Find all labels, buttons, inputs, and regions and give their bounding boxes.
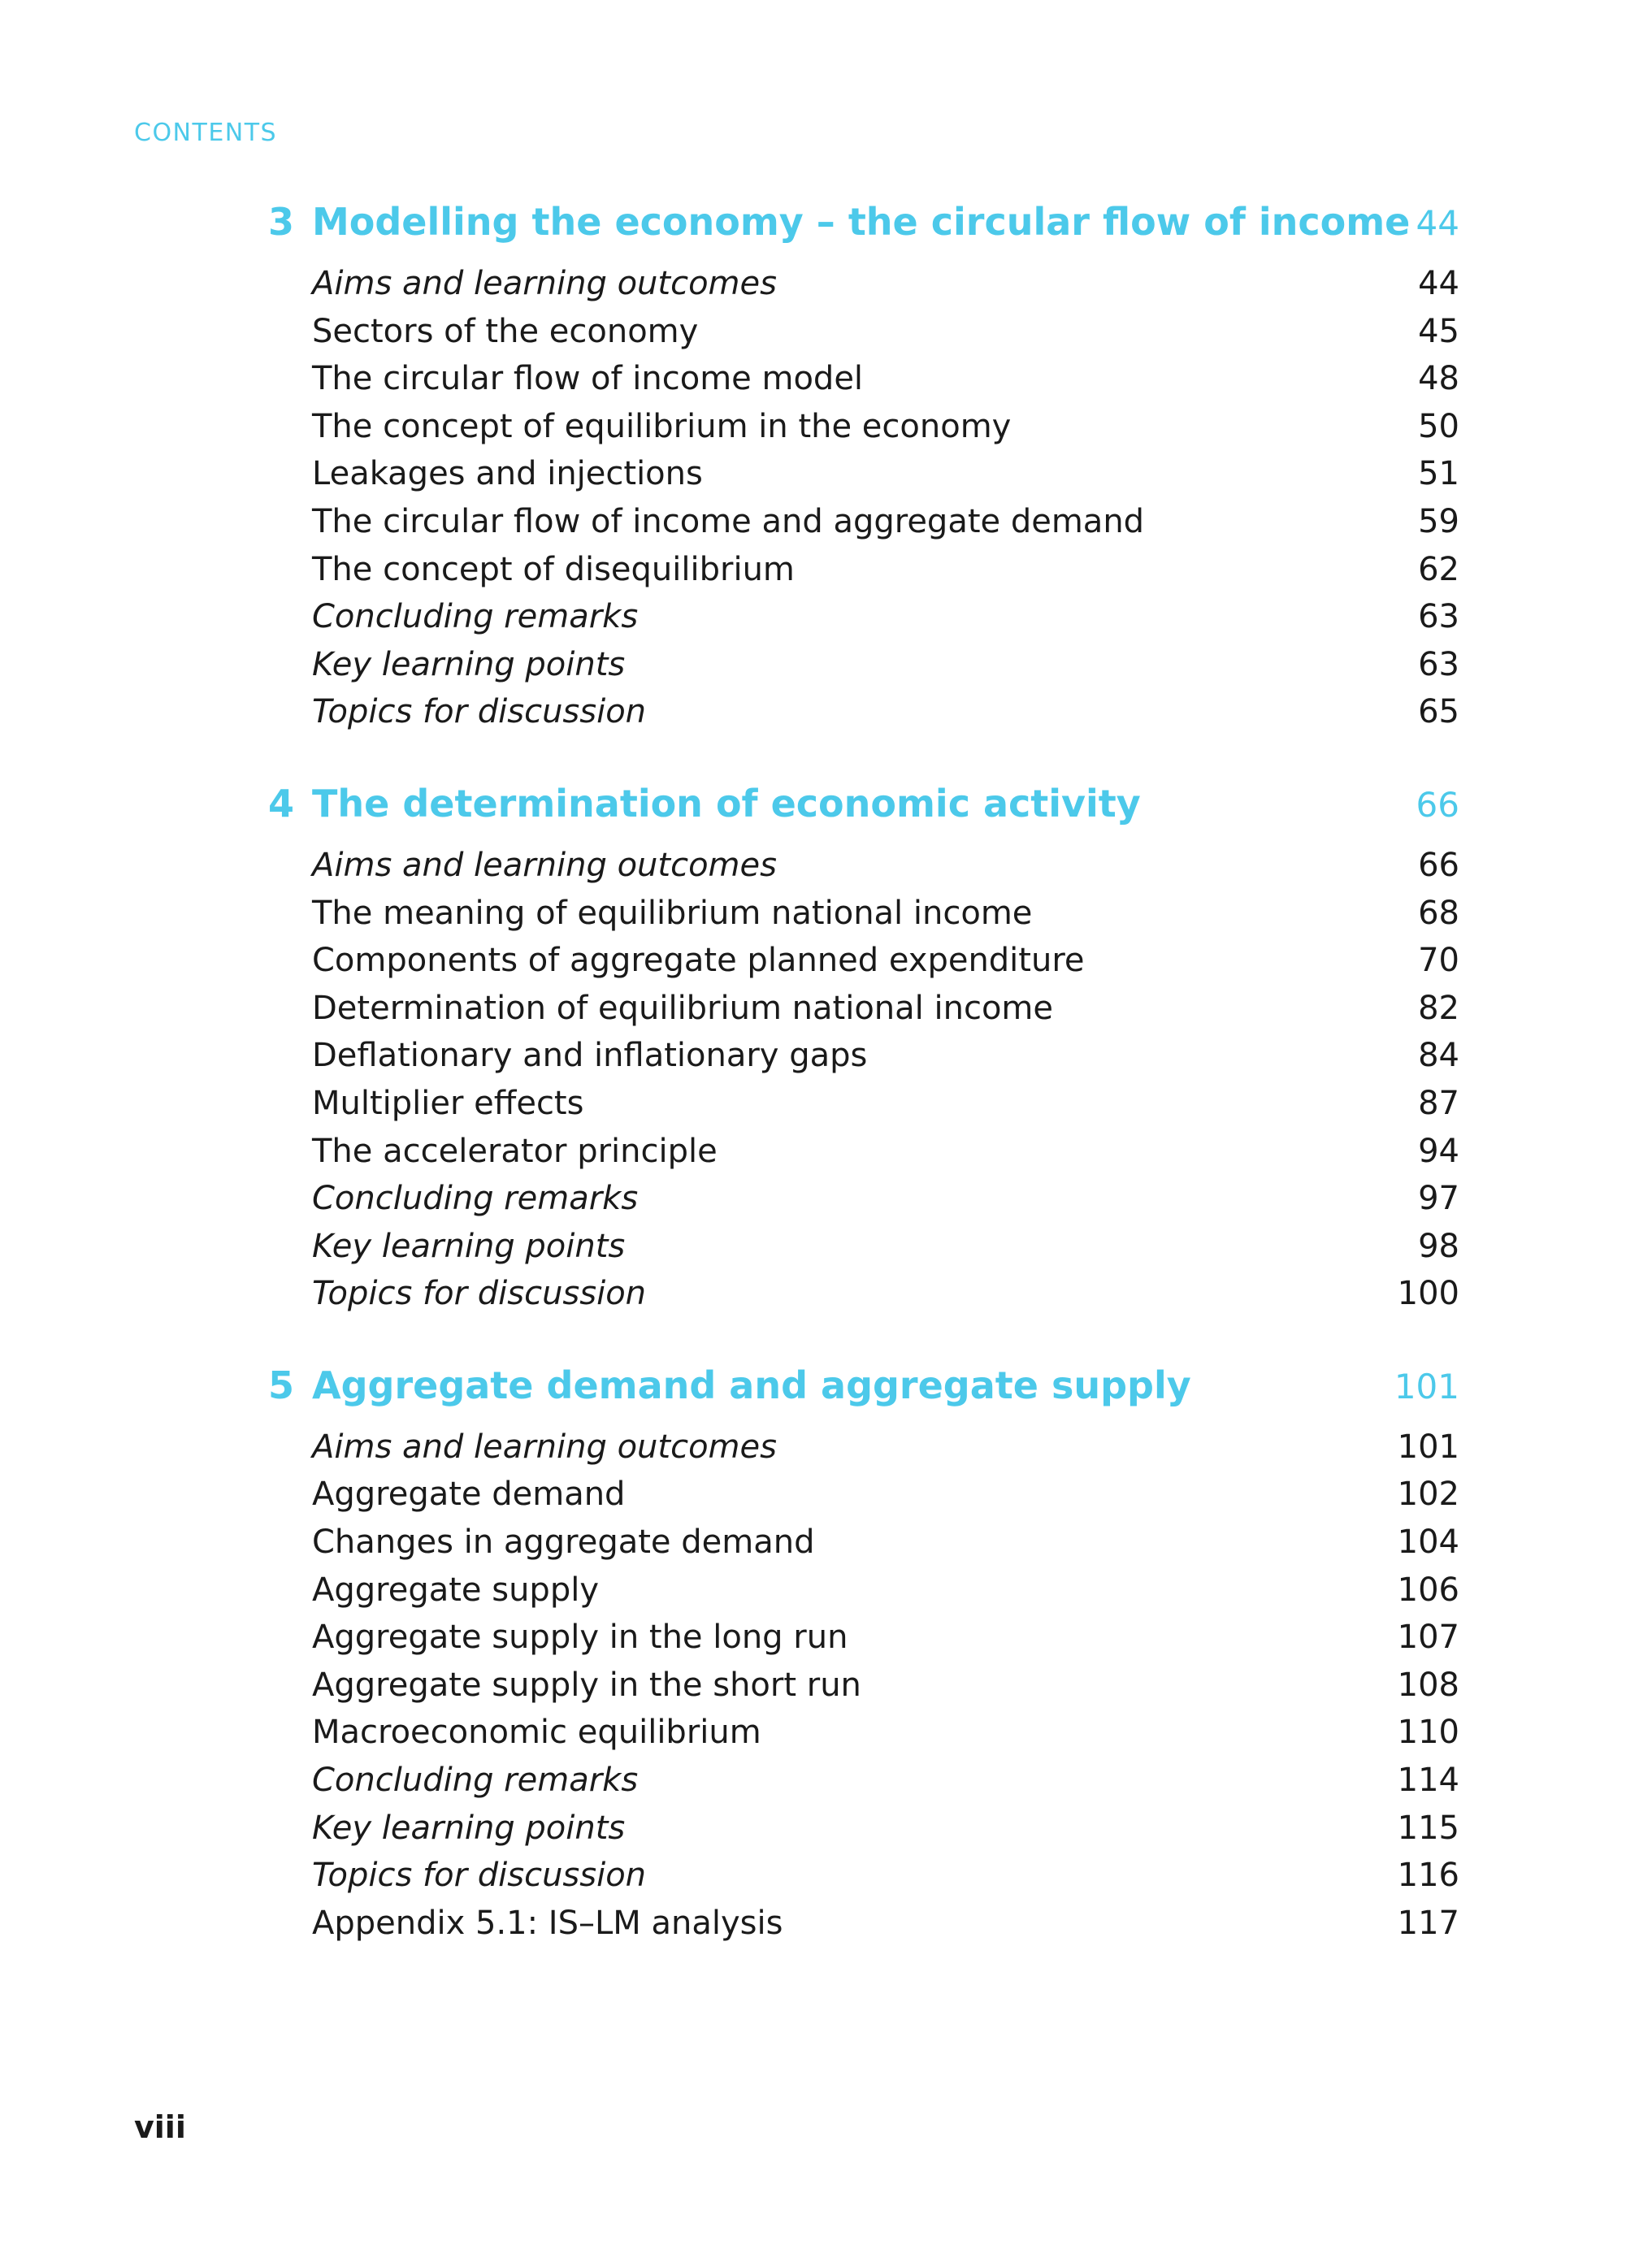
entry-label: Topics for discussion: [312, 1275, 647, 1313]
entry-label: Key learning points: [312, 1809, 626, 1847]
entry-label: Key learning points: [312, 1227, 626, 1265]
toc-entry[interactable]: [268, 260, 1459, 308]
chapter-page-number: 101: [1394, 1366, 1459, 1406]
entry-page-number: 116: [1397, 1857, 1459, 1895]
entry-label: Concluding remarks: [312, 1180, 639, 1218]
entry-label: Aims and learning outcomes: [312, 265, 777, 302]
entry-page-number: 110: [1397, 1714, 1459, 1752]
toc-entry[interactable]: [268, 842, 1459, 890]
toc-entry[interactable]: [268, 355, 1459, 403]
chapter-title: Aggregate demand and aggregate supply: [312, 1363, 1191, 1407]
entry-page-number: 84: [1418, 1037, 1459, 1075]
entry-page-number: 63: [1418, 645, 1459, 683]
entry-label: The circular flow of income and aggregate demand: [312, 502, 1145, 540]
toc-entry[interactable]: [268, 546, 1459, 594]
toc-entry[interactable]: [268, 985, 1459, 1033]
entry-label: Sectors of the economy: [312, 312, 699, 350]
entry-page-number: 68: [1418, 894, 1459, 932]
entry-page-number: 107: [1397, 1619, 1459, 1657]
toc-entry[interactable]: [268, 641, 1459, 689]
toc-entry[interactable]: [268, 1032, 1459, 1080]
chapter-number: 4: [268, 781, 295, 826]
entry-label: Aggregate supply: [312, 1571, 599, 1609]
entry-label: Aims and learning outcomes: [312, 1428, 777, 1466]
entry-page-number: 65: [1418, 693, 1459, 731]
toc-entry[interactable]: [268, 1614, 1459, 1662]
toc-entry[interactable]: [268, 403, 1459, 451]
toc-entry[interactable]: [268, 1471, 1459, 1519]
entry-label: Concluding remarks: [312, 1762, 639, 1800]
table-of-contents: [268, 193, 1459, 1986]
chapter-page-number: 44: [1416, 203, 1459, 243]
entry-label: The meaning of equilibrium national income: [312, 894, 1033, 932]
entry-page-number: 108: [1397, 1666, 1459, 1704]
entry-label: Determination of equilibrium national income: [312, 989, 1053, 1027]
toc-entry[interactable]: [268, 937, 1459, 985]
entry-label: The circular flow of income model: [312, 360, 864, 398]
toc-entry[interactable]: [268, 1424, 1459, 1471]
entry-label: The concept of equilibrium in the economy: [312, 407, 1012, 445]
toc-entry[interactable]: [268, 688, 1459, 736]
toc-entry[interactable]: [268, 890, 1459, 938]
entry-page-number: 44: [1418, 265, 1459, 302]
toc-entry[interactable]: [268, 1805, 1459, 1853]
entry-label: Aggregate supply in the short run: [312, 1666, 861, 1704]
toc-entry[interactable]: [268, 450, 1459, 498]
entry-label: Components of aggregate planned expenditure: [312, 942, 1085, 980]
entry-page-number: 115: [1397, 1809, 1459, 1847]
entry-page-number: 51: [1418, 455, 1459, 493]
chapter-heading[interactable]: [268, 1357, 1459, 1415]
chapter-heading[interactable]: [268, 775, 1459, 834]
entry-label: Key learning points: [312, 645, 626, 683]
entry-page-number: 102: [1397, 1476, 1459, 1514]
entry-page-number: 87: [1418, 1084, 1459, 1122]
toc-entry[interactable]: [268, 498, 1459, 546]
chapter-number: 3: [268, 200, 295, 244]
entry-page-number: 100: [1397, 1275, 1459, 1313]
entry-label: Aggregate supply in the long run: [312, 1619, 848, 1657]
running-head: CONTENTS: [134, 119, 278, 147]
toc-entry[interactable]: [268, 1175, 1459, 1223]
entry-page-number: 62: [1418, 550, 1459, 588]
toc-entry[interactable]: [268, 1270, 1459, 1318]
toc-entry[interactable]: [268, 1080, 1459, 1128]
toc-entry[interactable]: [268, 1223, 1459, 1271]
chapter-5: [268, 1357, 1459, 1948]
entry-label: Appendix 5.1: IS–LM analysis: [312, 1904, 783, 1942]
entry-page-number: 98: [1418, 1227, 1459, 1265]
entry-page-number: 117: [1397, 1904, 1459, 1942]
toc-entry[interactable]: [268, 1662, 1459, 1710]
entry-page-number: 97: [1418, 1180, 1459, 1218]
entry-label: Topics for discussion: [312, 1857, 647, 1895]
entry-page-number: 104: [1397, 1523, 1459, 1562]
chapter-heading[interactable]: [268, 193, 1459, 252]
toc-entry[interactable]: [268, 1757, 1459, 1805]
toc-entry[interactable]: [268, 1900, 1459, 1948]
toc-entry[interactable]: [268, 1567, 1459, 1614]
entry-label: Concluding remarks: [312, 598, 639, 636]
toc-entry[interactable]: [268, 1519, 1459, 1567]
entry-page-number: 59: [1418, 502, 1459, 540]
toc-entry[interactable]: [268, 1709, 1459, 1757]
toc-entry[interactable]: [268, 1128, 1459, 1176]
entry-page-number: 114: [1397, 1762, 1459, 1800]
entry-label: Topics for discussion: [312, 693, 647, 731]
entry-page-number: 94: [1418, 1132, 1459, 1170]
toc-entry[interactable]: [268, 593, 1459, 641]
toc-entry[interactable]: [268, 308, 1459, 356]
entry-page-number: 66: [1418, 846, 1459, 884]
entry-label: Changes in aggregate demand: [312, 1523, 815, 1562]
toc-entry[interactable]: [268, 1852, 1459, 1900]
entry-label: The accelerator principle: [312, 1132, 718, 1170]
entry-label: Multiplier effects: [312, 1084, 584, 1122]
entry-label: Macroeconomic equilibrium: [312, 1714, 761, 1752]
entry-page-number: 82: [1418, 989, 1459, 1027]
entry-label: Aggregate demand: [312, 1476, 626, 1514]
chapter-page-number: 66: [1416, 784, 1459, 825]
entry-page-number: 106: [1397, 1571, 1459, 1609]
chapter-number: 5: [268, 1363, 295, 1407]
entry-label: Deflationary and inflationary gaps: [312, 1037, 868, 1075]
chapter-3: [268, 193, 1459, 736]
chapter-4: [268, 775, 1459, 1318]
entry-page-number: 101: [1397, 1428, 1459, 1466]
entry-page-number: 48: [1418, 360, 1459, 398]
page-folio: viii: [134, 2109, 186, 2145]
chapter-title: The determination of economic activity: [312, 781, 1141, 826]
entry-label: Aims and learning outcomes: [312, 846, 777, 884]
entry-page-number: 45: [1418, 312, 1459, 350]
entry-page-number: 50: [1418, 407, 1459, 445]
entry-page-number: 63: [1418, 598, 1459, 636]
chapter-title: Modelling the economy – the circular flow of income: [312, 200, 1411, 244]
entry-label: The concept of disequilibrium: [312, 550, 795, 588]
entry-label: Leakages and injections: [312, 455, 703, 493]
entry-page-number: 70: [1418, 942, 1459, 980]
